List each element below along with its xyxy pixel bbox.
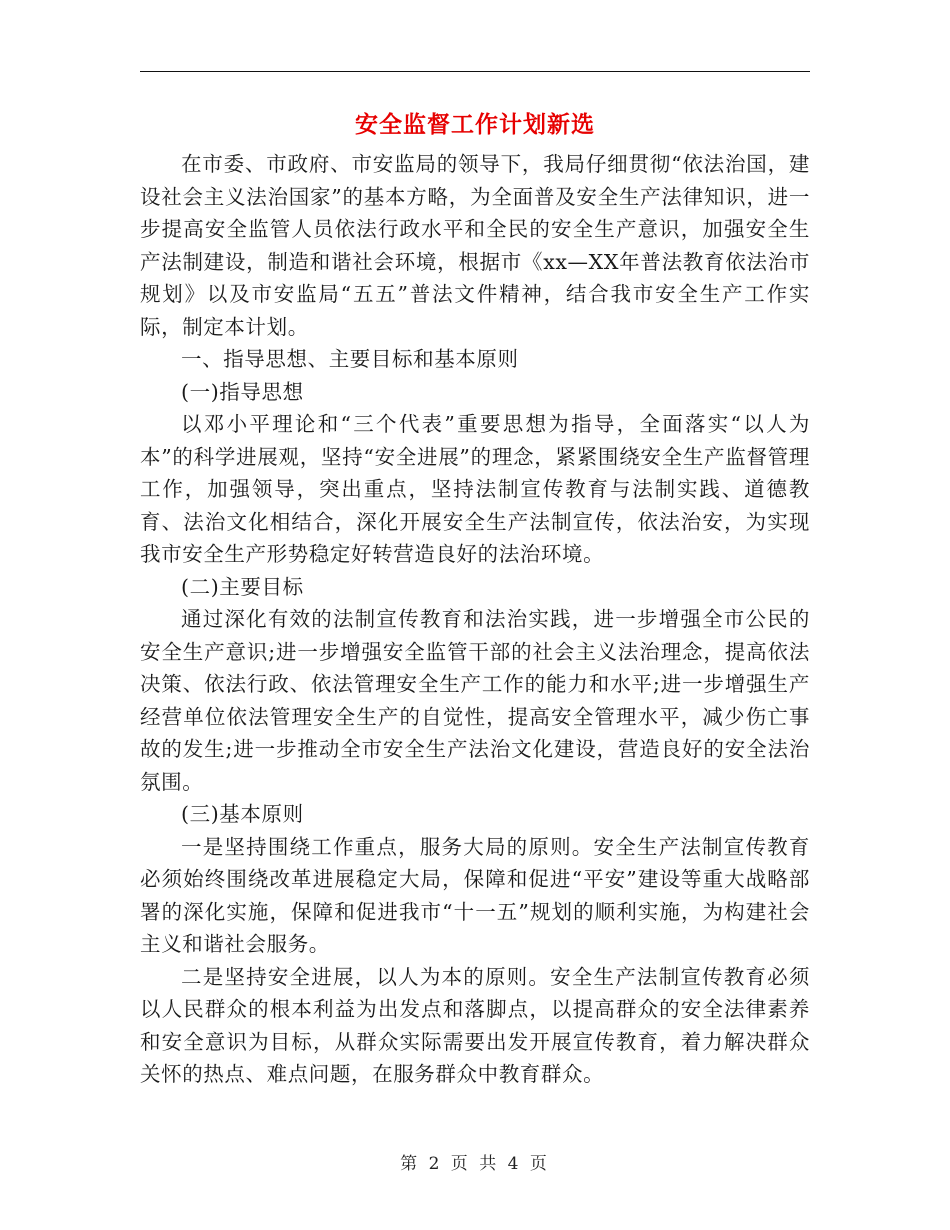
paragraph-principle-1: 一是坚持围绕工作重点，服务大局的原则。安全生产法制宣传教育必须始终围绕改革进展稳定大局，保障和促进“平安”建设等重大战略部署的深化实施，保障和促进我市“十一五”规划的顺利实施，为构建社会主义和谐社会服务。 [140,834,810,956]
document-title: 安全监督工作计划新选 [355,111,595,138]
document-body [140,148,810,1091]
section-heading-1: 一、指导思想、主要目标和基本原则 [181,347,519,371]
subsection-heading-main-goals: (二)主要目标 [181,574,304,599]
page-number: 第 2 页 共 4 页 [400,1154,550,1174]
subsection-heading-guiding-ideology: (一)指导思想 [181,379,304,404]
paragraph-intro: 在市委、市政府、市安监局的领导下，我局仔细贯彻“依法治国，建设社会主义法治国家”的基本方略，为全面普及安全生产法律知识，进一步提高安全监管人员依法行政水平和全民的安全生产意识，加强安全生产法制建设，制造和谐社会环境，根据市《xx—XX年普法教育依法治市规划》以及市安监局“五五”普法文件精神，结合我市安全生产工作实际，制定本计划。 [140,152,810,339]
paragraph-guiding-ideology: 以邓小平理论和“三个代表”重要思想为指导，全面落实“以人为本”的科学进展观，坚持“安全进展”的理念，紧紧围绕安全生产监督管理工作，加强领导，突出重点，坚持法制宣传教育与法制实践、道德教育、法治文化相结合，深化开展安全生产法制宣传，依法治安，为实现我市安全生产形势稳定好转营造良好的法治环境。 [140,412,810,566]
subsection-heading-basic-principles: (三)基本原则 [181,802,304,826]
paragraph-principle-2: 二是坚持安全进展，以人为本的原则。安全生产法制宣传教育必须以人民群众的根本利益为出发点和落脚点，以提高群众的安全法律素养和安全意识为目标，从群众实际需要出发开展宣传教育，着力解决群众关怀的热点、难点问题，在服务群众中教育群众。 [140,964,810,1086]
header-rule [140,71,810,72]
paragraph-main-goals: 通过深化有效的法制宣传教育和法治实践，进一步增强全市公民的安全生产意识;进一步增强安全监管干部的社会主义法治理念，提高依法决策、依法行政、依法管理安全生产工作的能力和水平;进一步增强生产经营单位依法管理安全生产的自觉性，提高安全管理水平，减少伤亡事故的发生;进一步推动全市安全生产法治文化建设，营造良好的安全法治氛围。 [140,607,810,794]
